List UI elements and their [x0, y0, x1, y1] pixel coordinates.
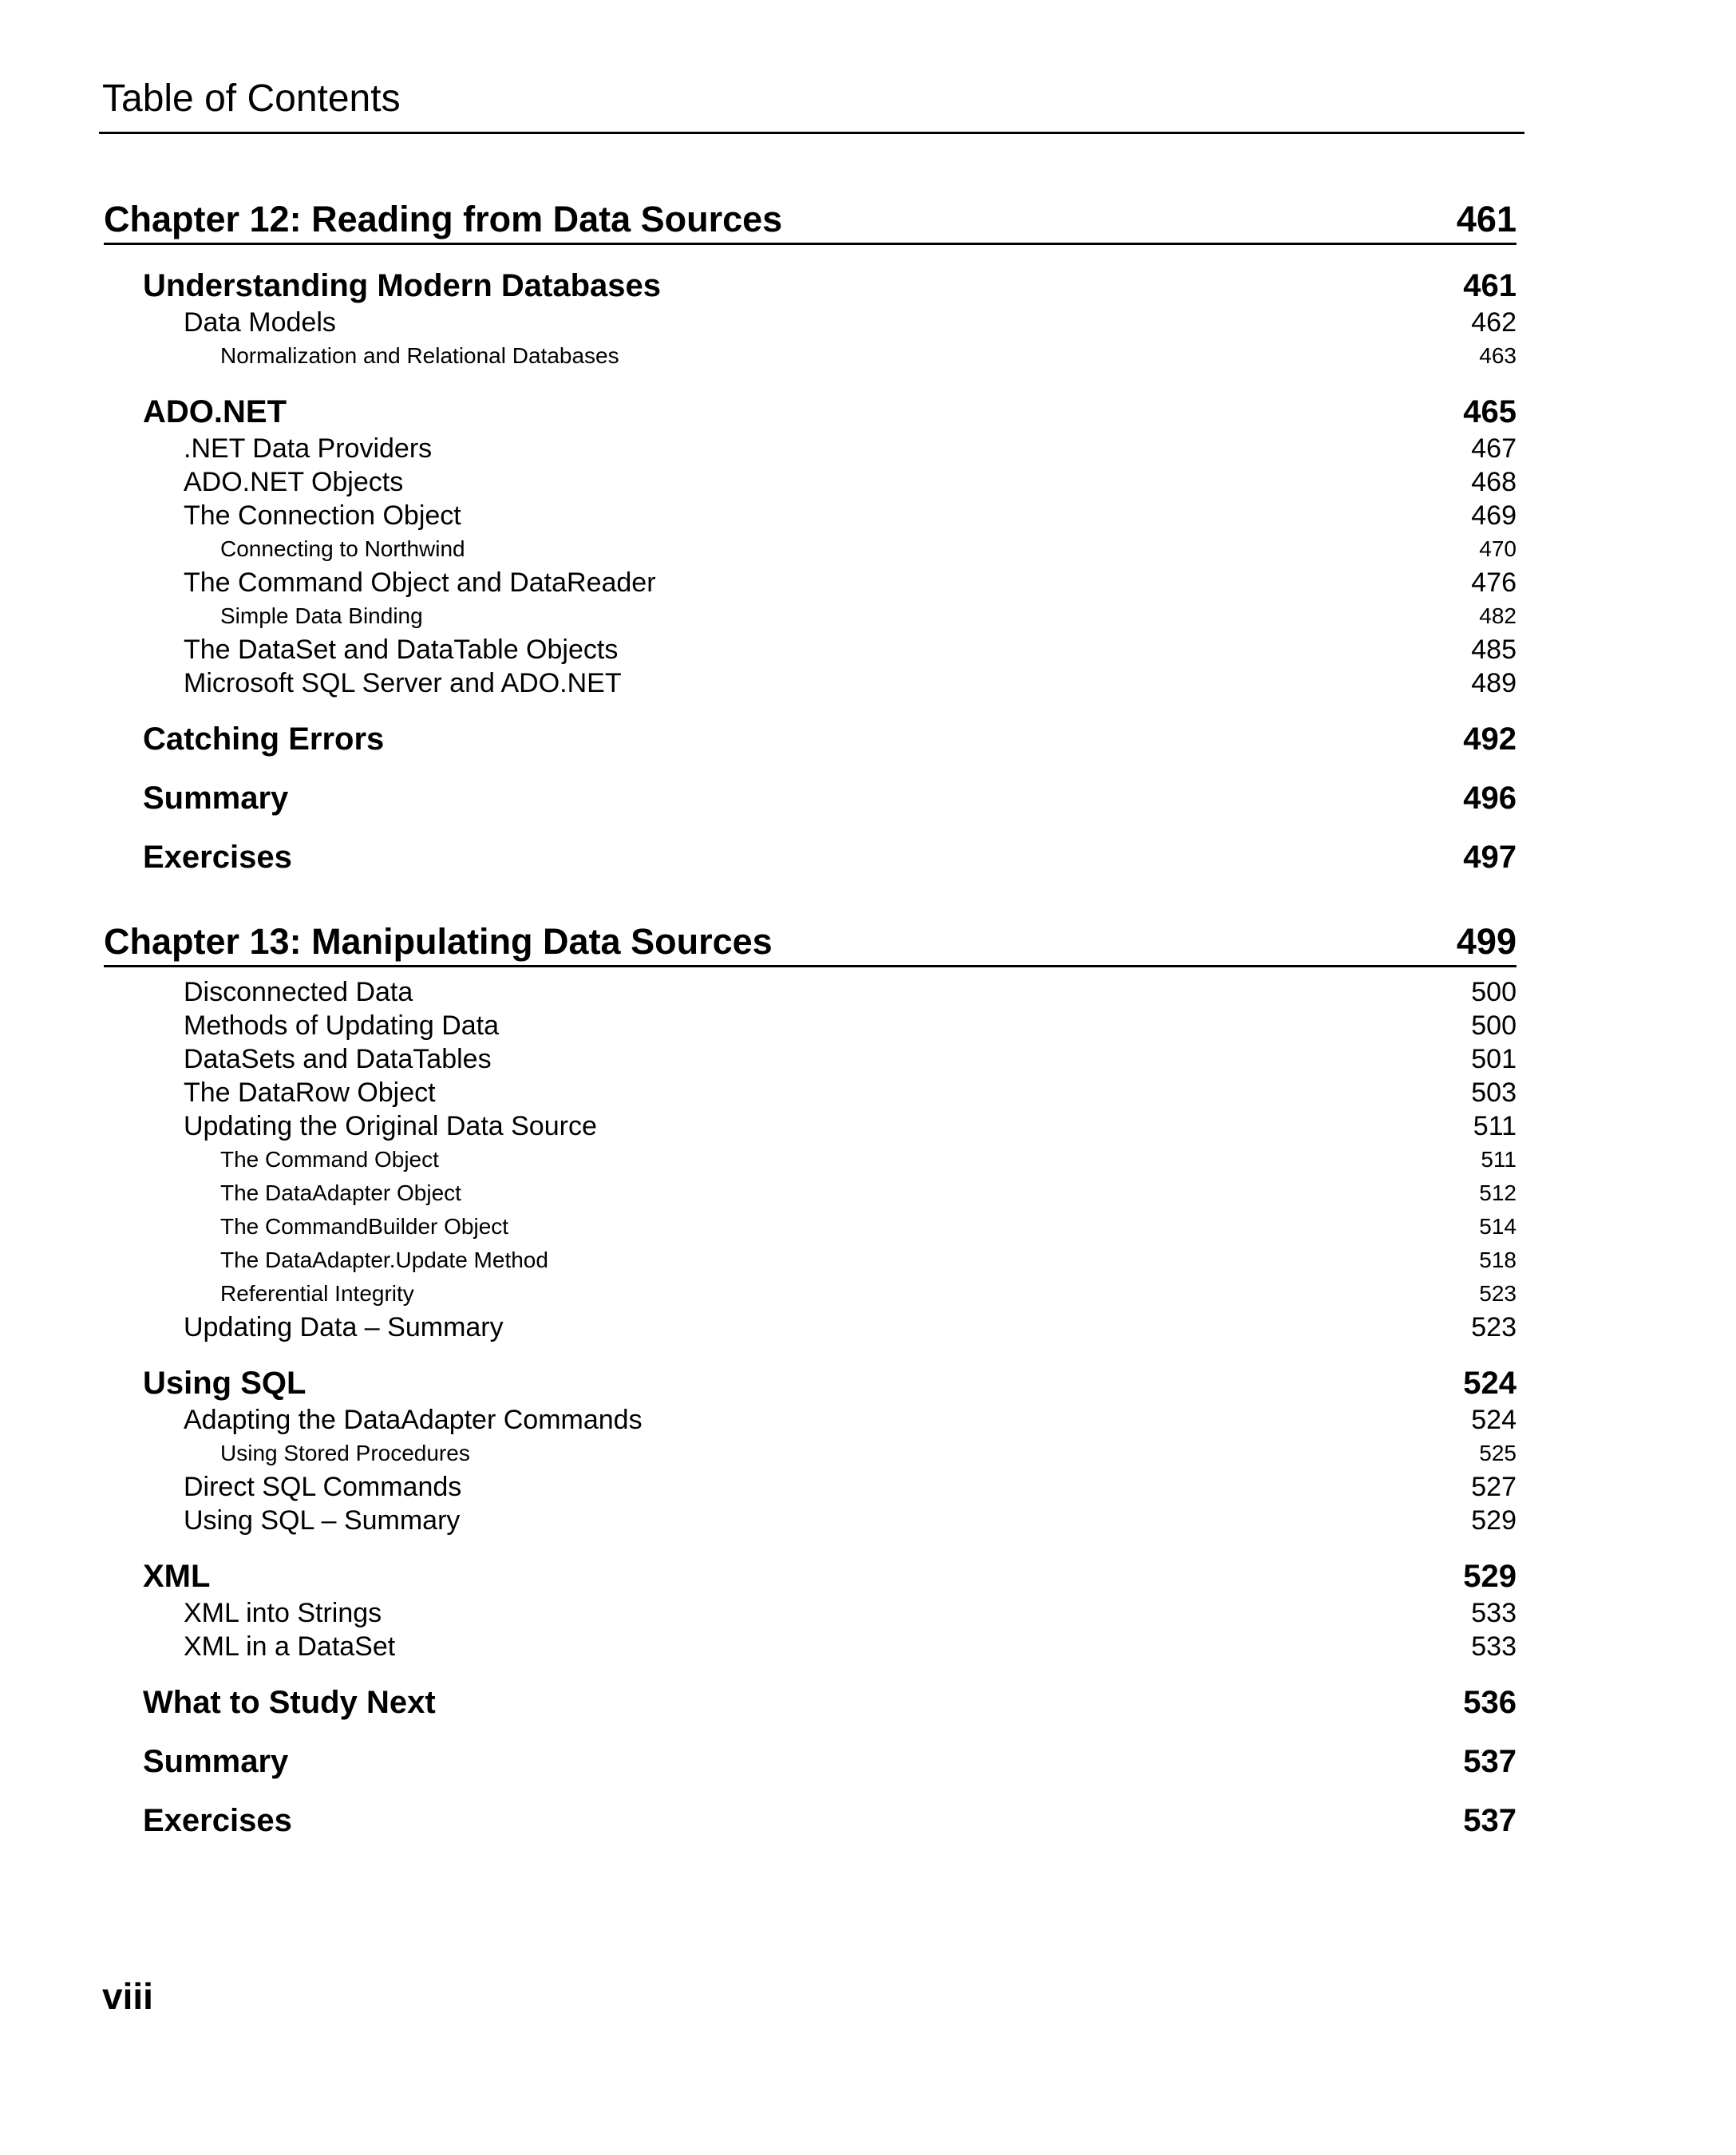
- toc-entry-title: The DataSet and DataTable Objects: [184, 635, 619, 665]
- toc-entry-page: 500: [1471, 1010, 1517, 1041]
- toc-section-page: 524: [1463, 1366, 1517, 1401]
- toc-section-page: 492: [1463, 722, 1517, 757]
- toc-chapter-page: 461: [1456, 199, 1517, 239]
- toc-entry[interactable]: [104, 1176, 1517, 1210]
- toc-entry-page: 485: [1471, 635, 1517, 665]
- toc-section-title: Catching Errors: [143, 722, 385, 757]
- toc-entry-page: 511: [1473, 1111, 1517, 1141]
- toc-entry[interactable]: [104, 566, 1517, 599]
- toc-entry[interactable]: [104, 1596, 1517, 1630]
- toc-entry-page: 529: [1471, 1505, 1517, 1536]
- toc-section-title: Exercises: [143, 1803, 292, 1838]
- toc-entry-title: Using Stored Procedures: [220, 1441, 470, 1465]
- toc-section-title: Summary: [143, 1744, 289, 1779]
- toc-entry-title: Adapting the DataAdapter Commands: [184, 1405, 643, 1435]
- toc-entry[interactable]: [104, 532, 1517, 566]
- toc-section-page: 537: [1463, 1803, 1517, 1838]
- toc-entry-title: DataSets and DataTables: [184, 1044, 492, 1074]
- toc-section-title: Exercises: [143, 840, 292, 875]
- toc-entry-title: The DataAdapter Object: [220, 1180, 461, 1205]
- header-rule: [99, 132, 1524, 134]
- toc-entry-page: 524: [1471, 1405, 1517, 1435]
- toc-entry-page: 527: [1471, 1472, 1517, 1502]
- toc-entry-title: .NET Data Providers: [184, 433, 433, 464]
- toc-entry[interactable]: [104, 1403, 1517, 1437]
- toc-entry-title: ADO.NET Objects: [184, 467, 404, 497]
- toc-entry-page: 511: [1481, 1147, 1517, 1172]
- toc-entry-title: Connecting to Northwind: [220, 536, 465, 561]
- toc-entry[interactable]: [104, 339, 1517, 373]
- toc-entry-page: 533: [1471, 1631, 1517, 1662]
- toc-section-title: What to Study Next: [143, 1685, 436, 1720]
- toc-entry-title: The DataAdapter.Update Method: [220, 1248, 548, 1272]
- toc-entry[interactable]: [104, 1143, 1517, 1176]
- toc-section-page: 461: [1463, 268, 1517, 303]
- toc-entry[interactable]: [104, 499, 1517, 532]
- toc-entry-title: Disconnected Data: [184, 977, 413, 1007]
- toc-section[interactable]: [104, 1556, 1517, 1596]
- toc-entry-page: 525: [1479, 1441, 1517, 1465]
- toc-entry-title: The CommandBuilder Object: [220, 1214, 509, 1239]
- toc-section-page: 496: [1463, 781, 1517, 816]
- toc-entry-title: Updating the Original Data Source: [184, 1111, 597, 1141]
- toc-entry-title: Referential Integrity: [220, 1281, 414, 1306]
- toc-entry-title: The DataRow Object: [184, 1078, 436, 1108]
- toc-entry[interactable]: [104, 465, 1517, 499]
- toc-entry[interactable]: [104, 1311, 1517, 1344]
- toc-entry-page: 518: [1479, 1248, 1517, 1272]
- toc-entry-page: 462: [1471, 307, 1517, 338]
- toc-entry-title: Microsoft SQL Server and ADO.NET: [184, 668, 622, 698]
- toc-section-page: 537: [1463, 1744, 1517, 1779]
- toc-section[interactable]: [104, 392, 1517, 432]
- toc-entry-page: 500: [1471, 977, 1517, 1007]
- toc-entry-page: 523: [1471, 1312, 1517, 1342]
- toc-entry[interactable]: [104, 1042, 1517, 1076]
- toc-entry[interactable]: [104, 1470, 1517, 1504]
- toc-section[interactable]: [104, 719, 1517, 759]
- toc-entry[interactable]: [104, 1244, 1517, 1277]
- toc-entry-page: 523: [1479, 1281, 1517, 1306]
- toc-entry[interactable]: [104, 633, 1517, 666]
- toc-entry-title: Updating Data – Summary: [184, 1312, 504, 1342]
- toc-section[interactable]: [104, 1682, 1517, 1722]
- page-header-title: Table of Contents: [102, 77, 401, 120]
- toc-entry-page: 533: [1471, 1598, 1517, 1628]
- toc-section[interactable]: [104, 1363, 1517, 1403]
- toc-section-title: Summary: [143, 781, 289, 816]
- toc-entry[interactable]: [104, 975, 1517, 1009]
- toc-entry-title: XML in a DataSet: [184, 1631, 396, 1662]
- toc-entry-title: Normalization and Relational Databases: [220, 343, 619, 368]
- toc-entry[interactable]: [104, 1210, 1517, 1244]
- toc-entry[interactable]: [104, 1437, 1517, 1470]
- toc-entry-page: 489: [1471, 668, 1517, 698]
- toc-entry-title: Data Models: [184, 307, 336, 338]
- toc-list: [104, 196, 1517, 1841]
- toc-section-title: Using SQL: [143, 1366, 306, 1401]
- toc-entry-page: 469: [1471, 500, 1517, 531]
- toc-entry-title: Using SQL – Summary: [184, 1505, 461, 1536]
- toc-chapter-title: Chapter 13: Manipulating Data Sources: [104, 921, 773, 962]
- toc-section[interactable]: [104, 837, 1517, 877]
- toc-section[interactable]: [104, 778, 1517, 818]
- toc-entry-title: XML into Strings: [184, 1598, 382, 1628]
- toc-chapter[interactable]: [104, 919, 1517, 967]
- toc-entry[interactable]: [104, 1630, 1517, 1663]
- toc-entry-title: Direct SQL Commands: [184, 1472, 462, 1502]
- toc-chapter[interactable]: [104, 196, 1517, 245]
- toc-chapter-title: Chapter 12: Reading from Data Sources: [104, 199, 783, 239]
- toc-section[interactable]: [104, 266, 1517, 306]
- toc-section-title: Understanding Modern Databases: [143, 268, 662, 303]
- toc-entry-title: Methods of Updating Data: [184, 1010, 500, 1041]
- toc-section-page: 465: [1463, 394, 1517, 429]
- toc-entry[interactable]: [104, 1504, 1517, 1537]
- toc-chapter-page: 499: [1456, 921, 1517, 962]
- toc-entry-page: 512: [1479, 1180, 1517, 1205]
- toc-entry-page: 503: [1471, 1078, 1517, 1108]
- toc-entry[interactable]: [104, 599, 1517, 633]
- toc-section-title: ADO.NET: [143, 394, 287, 429]
- toc-entry-page: 514: [1479, 1214, 1517, 1239]
- toc-section-page: 529: [1463, 1559, 1517, 1594]
- toc-entry[interactable]: [104, 1109, 1517, 1143]
- toc-entry[interactable]: [104, 666, 1517, 700]
- toc-section-page: 536: [1463, 1685, 1517, 1720]
- toc-section-title: XML: [143, 1559, 211, 1594]
- toc-entry-title: The Command Object: [220, 1147, 439, 1172]
- toc-entry-title: The Command Object and DataReader: [184, 567, 656, 598]
- toc-entry-page: 463: [1479, 343, 1517, 368]
- toc-entry-title: The Connection Object: [184, 500, 461, 531]
- toc-entry-page: 468: [1471, 467, 1517, 497]
- toc-entry-page: 501: [1471, 1044, 1517, 1074]
- toc-entry-page: 467: [1471, 433, 1517, 464]
- toc-section[interactable]: [104, 1742, 1517, 1781]
- toc-section-page: 497: [1463, 840, 1517, 875]
- toc-entry[interactable]: [104, 1277, 1517, 1311]
- toc-entry[interactable]: [104, 432, 1517, 465]
- page-number: viii: [102, 1975, 153, 2017]
- toc-entry-title: Simple Data Binding: [220, 603, 423, 628]
- toc-entry-page: 470: [1479, 536, 1517, 561]
- toc-section[interactable]: [104, 1801, 1517, 1841]
- toc-entry-page: 482: [1479, 603, 1517, 628]
- toc-entry[interactable]: [104, 306, 1517, 339]
- toc-entry-page: 476: [1471, 567, 1517, 598]
- toc-entry[interactable]: [104, 1009, 1517, 1042]
- toc-entry[interactable]: [104, 1076, 1517, 1109]
